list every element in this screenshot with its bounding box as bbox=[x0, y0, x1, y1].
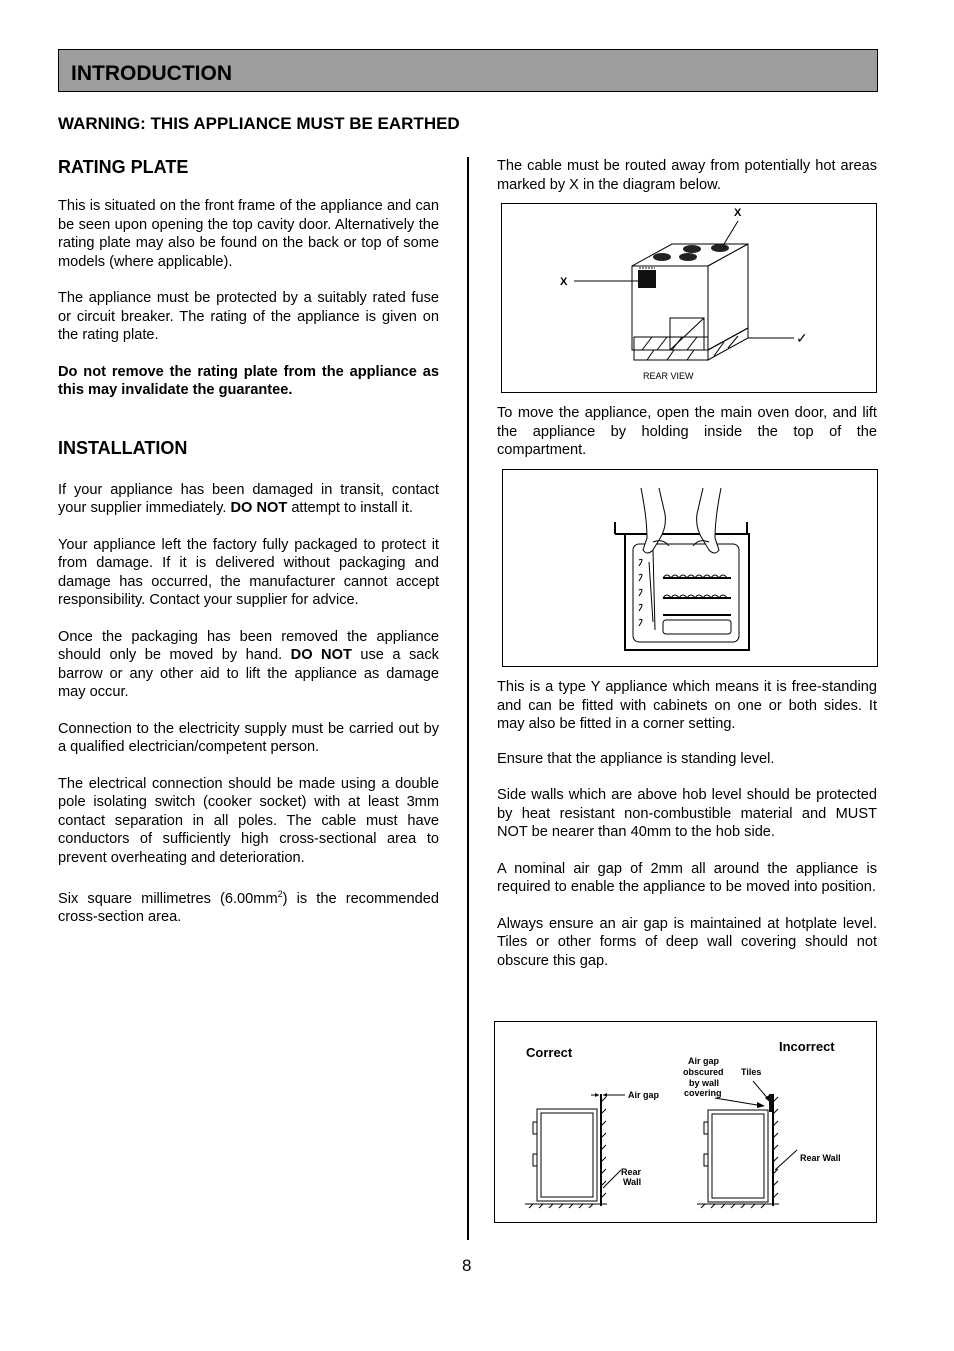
earthing-warning: WARNING: THIS APPLIANCE MUST BE EARTHED bbox=[58, 114, 460, 133]
safe-route-check-icon: ✓ bbox=[796, 330, 808, 346]
incorrect-label: Incorrect bbox=[779, 1039, 835, 1054]
page-number: 8 bbox=[462, 1256, 472, 1275]
text-run: Once the packaging has been removed the appliance should only be moved by hand. bbox=[58, 628, 439, 663]
rear-wall-label-line1: Rear bbox=[621, 1167, 642, 1177]
rating-plate-warning: Do not remove the rating plate from the appliance as this may invalidate the guarantee. bbox=[58, 363, 439, 398]
rear-wall-label-line2: Wall bbox=[623, 1177, 642, 1187]
superscript: 2 bbox=[277, 889, 283, 899]
air-gap-paragraph: A nominal air gap of 2mm all around the appliance is required to enable the appliance to be moved into position. bbox=[497, 860, 877, 895]
rear-wall-right-label: Rear Wall bbox=[800, 1153, 841, 1163]
text-run: ) is the recommended cross-section area. bbox=[58, 890, 439, 926]
moving-paragraph: To move the appliance, open the main oven door, and lift the appliance by holding inside the top of the compartment. bbox=[497, 405, 877, 458]
right-column-body bbox=[497, 678, 877, 970]
correct-label: Correct bbox=[526, 1045, 573, 1060]
rear-view-caption: REAR VIEW bbox=[643, 371, 694, 381]
rating-plate-paragraph-2: The appliance must be protected by a suitably rated fuse or circuit breaker. The rating of the appliance is given on the rating plate. bbox=[58, 290, 439, 343]
hot-area-marker-top: X bbox=[734, 207, 742, 219]
emphasis-do-not: DO NOT bbox=[230, 500, 288, 516]
obscured-label-line3: by wall bbox=[689, 1078, 720, 1088]
side-walls-paragraph: Side walls which are above hob level should be protected by heat resistant non-combustible material and MUST NOT be nearer than 40mm to the hob side. bbox=[497, 787, 877, 840]
installation-paragraph-3 bbox=[58, 628, 439, 702]
installation-paragraph-1 bbox=[58, 481, 439, 518]
section-header-bar bbox=[58, 49, 878, 92]
level-paragraph: Ensure that the appliance is standing level. bbox=[497, 750, 775, 767]
rating-plate-paragraph-1: This is situated on the front frame of the appliance and can be seen upon opening the top cavity door. Alternatively the rating plate may also be found on the back or top of some models (where applicable). bbox=[58, 198, 439, 270]
text-run: attempt to install it. bbox=[287, 500, 413, 516]
emphasis-do-not: DO NOT bbox=[290, 647, 352, 663]
left-column bbox=[58, 156, 439, 927]
air-gap-diagram bbox=[494, 1021, 877, 1223]
lifting-diagram bbox=[502, 469, 878, 667]
obscured-label-line2: obscured bbox=[683, 1067, 724, 1077]
air-gap-label: Air gap bbox=[628, 1090, 660, 1100]
text-run: use a sack barrow or any other aid to lift the appliance as damage may occur. bbox=[58, 647, 439, 700]
rating-plate-heading: RATING PLATE bbox=[58, 157, 189, 177]
obscured-label-line4: covering bbox=[684, 1088, 722, 1098]
text-run: If your appliance has been damaged in transit, contact your supplier immediately. bbox=[58, 481, 439, 516]
installation-paragraph-6 bbox=[58, 885, 439, 927]
type-y-paragraph: This is a type Y appliance which means it is free-standing and can be fitted with cabinets on one or both sides. It may also be fitted in a corner setting. bbox=[497, 679, 877, 732]
cable-routing-paragraph: The cable must be routed away from potentially hot areas marked by X in the diagram below. bbox=[497, 158, 877, 193]
hot-area-marker-left: X bbox=[560, 276, 568, 288]
installation-heading: INSTALLATION bbox=[58, 437, 188, 458]
rear-view-diagram bbox=[501, 203, 877, 393]
section-title: INTRODUCTION bbox=[71, 62, 232, 85]
text-run: Six square millimetres (6.00mm bbox=[58, 890, 278, 907]
obscured-label-line1: Air gap bbox=[688, 1056, 720, 1066]
installation-paragraph-2: Your appliance left the factory fully packaged to protect it from damage. If it is delivered without packaging and damage has occurred, the manufacturer cannot accept responsibility. Contact your supplier for advice. bbox=[58, 536, 439, 608]
column-divider bbox=[467, 157, 469, 1240]
tiles-label: Tiles bbox=[741, 1067, 762, 1077]
hotplate-gap-paragraph: Always ensure an air gap is maintained at hotplate level. Tiles or other forms of deep wall covering should not obscure this gap. bbox=[497, 915, 877, 969]
installation-paragraph-5: The electrical connection should be made using a double pole isolating switch (cooker socket) with at least 3mm contact separation in all poles. The cable must have conductors of sufficiently high cross-sectional area to prevent overheating and deterioration. bbox=[58, 775, 439, 866]
right-column-top bbox=[497, 157, 877, 194]
right-column-move bbox=[497, 404, 877, 460]
installation-paragraph-4: Connection to the electricity supply must be carried out by a qualified electrician/competent person. bbox=[58, 720, 439, 755]
